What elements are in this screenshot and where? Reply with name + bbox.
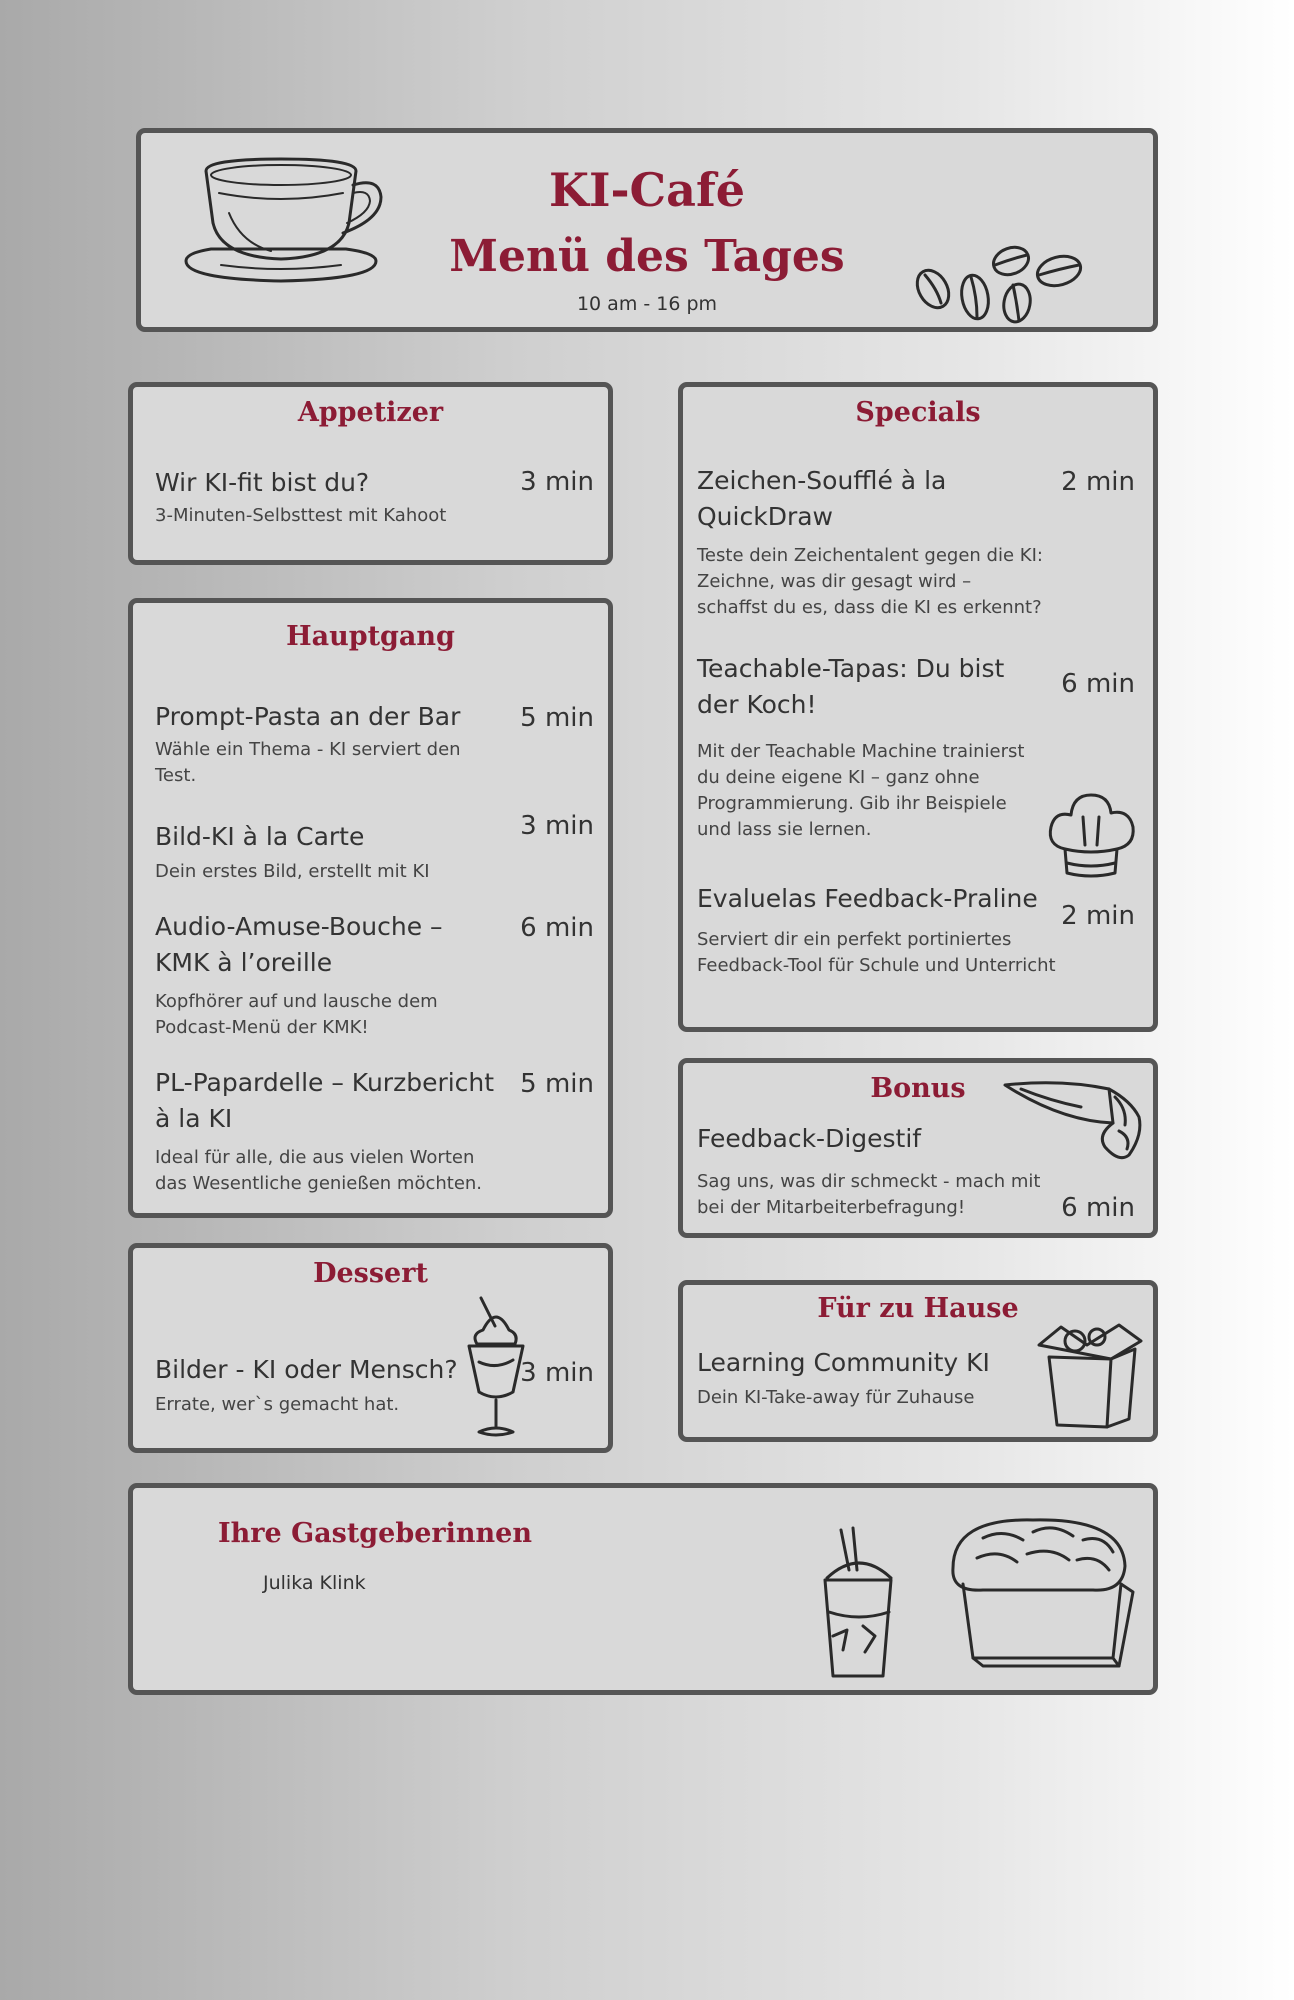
item-desc: Dein KI-Take-away für Zuhause [697, 1387, 975, 1408]
item-time: 5 min [520, 1069, 594, 1099]
item-desc: Wähle ein Thema - KI serviert den Test. [155, 739, 461, 786]
item-time: 6 min [520, 913, 594, 943]
host-name: Julika Klink [263, 1572, 366, 1594]
chef-hat-icon [1043, 787, 1139, 883]
opening-hours: 10 am - 16 pm [576, 293, 718, 315]
item-time: 3 min [520, 467, 594, 497]
item-name: Feedback-Digestif [697, 1124, 922, 1153]
item-name: Prompt-Pasta an der Bar [155, 702, 461, 731]
item-name: Audio-Amuse-Bouche – KMK à l’oreille [155, 912, 443, 977]
dessert-card [128, 1243, 613, 1453]
item-time: 6 min [1061, 669, 1135, 699]
takeaway-box-icon [1027, 1315, 1147, 1435]
hauptgang-card [128, 598, 613, 1218]
menu-item [697, 1121, 1047, 1221]
item-time: 2 min [1061, 901, 1135, 931]
item-time: 6 min [1061, 1193, 1135, 1223]
item-time: 2 min [1061, 467, 1135, 497]
hosts-title: Ihre Gastgeberinnen [218, 1518, 532, 1549]
menu-item [697, 651, 1037, 843]
item-name: Learning Community KI [697, 1348, 990, 1377]
appetizer-title: Appetizer [297, 397, 444, 428]
specials-title: Specials [855, 397, 981, 428]
hosts-card [128, 1483, 1158, 1695]
menu-item [155, 1065, 500, 1197]
item-name: Bilder - KI oder Mensch? [155, 1355, 458, 1384]
menu-subtitle: Menü des Tages [449, 231, 845, 282]
item-desc: Teste dein Zeichentalent gegen die KI: Zeichne, was dir gesagt wird – schaffst du es, dass die KI es erkennt? [697, 545, 1043, 618]
menu-item [155, 465, 455, 529]
item-name: Zeichen-Soufflé à la QuickDraw [697, 466, 947, 531]
menu-item [155, 699, 485, 789]
menu-item [155, 909, 485, 1041]
item-time: 3 min [520, 811, 594, 841]
coffee-beans-icon [911, 241, 1091, 327]
item-time: 3 min [520, 1358, 594, 1388]
item-desc: Errate, wer`s gemacht hat. [155, 1394, 400, 1415]
item-name: Teachable-Tapas: Du bist der Koch! [697, 654, 1005, 719]
menu-item [155, 1352, 475, 1418]
iced-coffee-icon [813, 1526, 903, 1686]
hauptgang-title: Hauptgang [286, 621, 455, 652]
item-desc: Ideal für alle, die aus vielen Worten das Wesentliche genießen möchten. [155, 1147, 483, 1194]
zuhause-title: Für zu Hause [817, 1293, 1019, 1324]
menu-item [697, 463, 1047, 621]
item-desc: Kopfhörer auf und lausche dem Podcast-Menü der KMK! [155, 991, 438, 1038]
item-name: PL-Papardelle – Kurzbericht à la KI [155, 1068, 495, 1133]
dessert-title: Dessert [313, 1258, 428, 1289]
bonus-card [678, 1058, 1158, 1238]
item-time: 5 min [520, 703, 594, 733]
specials-card [678, 382, 1158, 1032]
item-desc: 3-Minuten-Selbsttest mit Kahoot [155, 505, 447, 526]
menu-item [155, 819, 485, 885]
item-name: Bild-KI à la Carte [155, 822, 365, 851]
item-desc: Mit der Teachable Machine trainierst du deine eigene KI – ganz ohne Programmierung. Gib ihr Beispiele und lass sie lernen. [697, 741, 1025, 840]
item-desc: Sag uns, was dir schmeckt - mach mit bei der Mitarbeiterbefragung! [697, 1171, 1041, 1218]
appetizer-card [128, 382, 613, 565]
menu-item [697, 881, 1057, 979]
zuhause-card [678, 1280, 1158, 1442]
menu-item [697, 1345, 1037, 1411]
item-desc: Serviert dir ein perfekt portiniertes Feedback-Tool für Schule und Unterricht [697, 929, 1056, 976]
bonus-title: Bonus [870, 1073, 966, 1104]
item-desc: Dein erstes Bild, erstellt mit KI [155, 861, 430, 882]
cafe-title: KI-Café [548, 163, 746, 217]
item-name: Evaluelas Feedback-Praline [697, 884, 1038, 913]
item-name: Wir KI-fit bist du? [155, 468, 370, 497]
bread-basket-icon [943, 1508, 1138, 1668]
header-card [136, 128, 1158, 332]
